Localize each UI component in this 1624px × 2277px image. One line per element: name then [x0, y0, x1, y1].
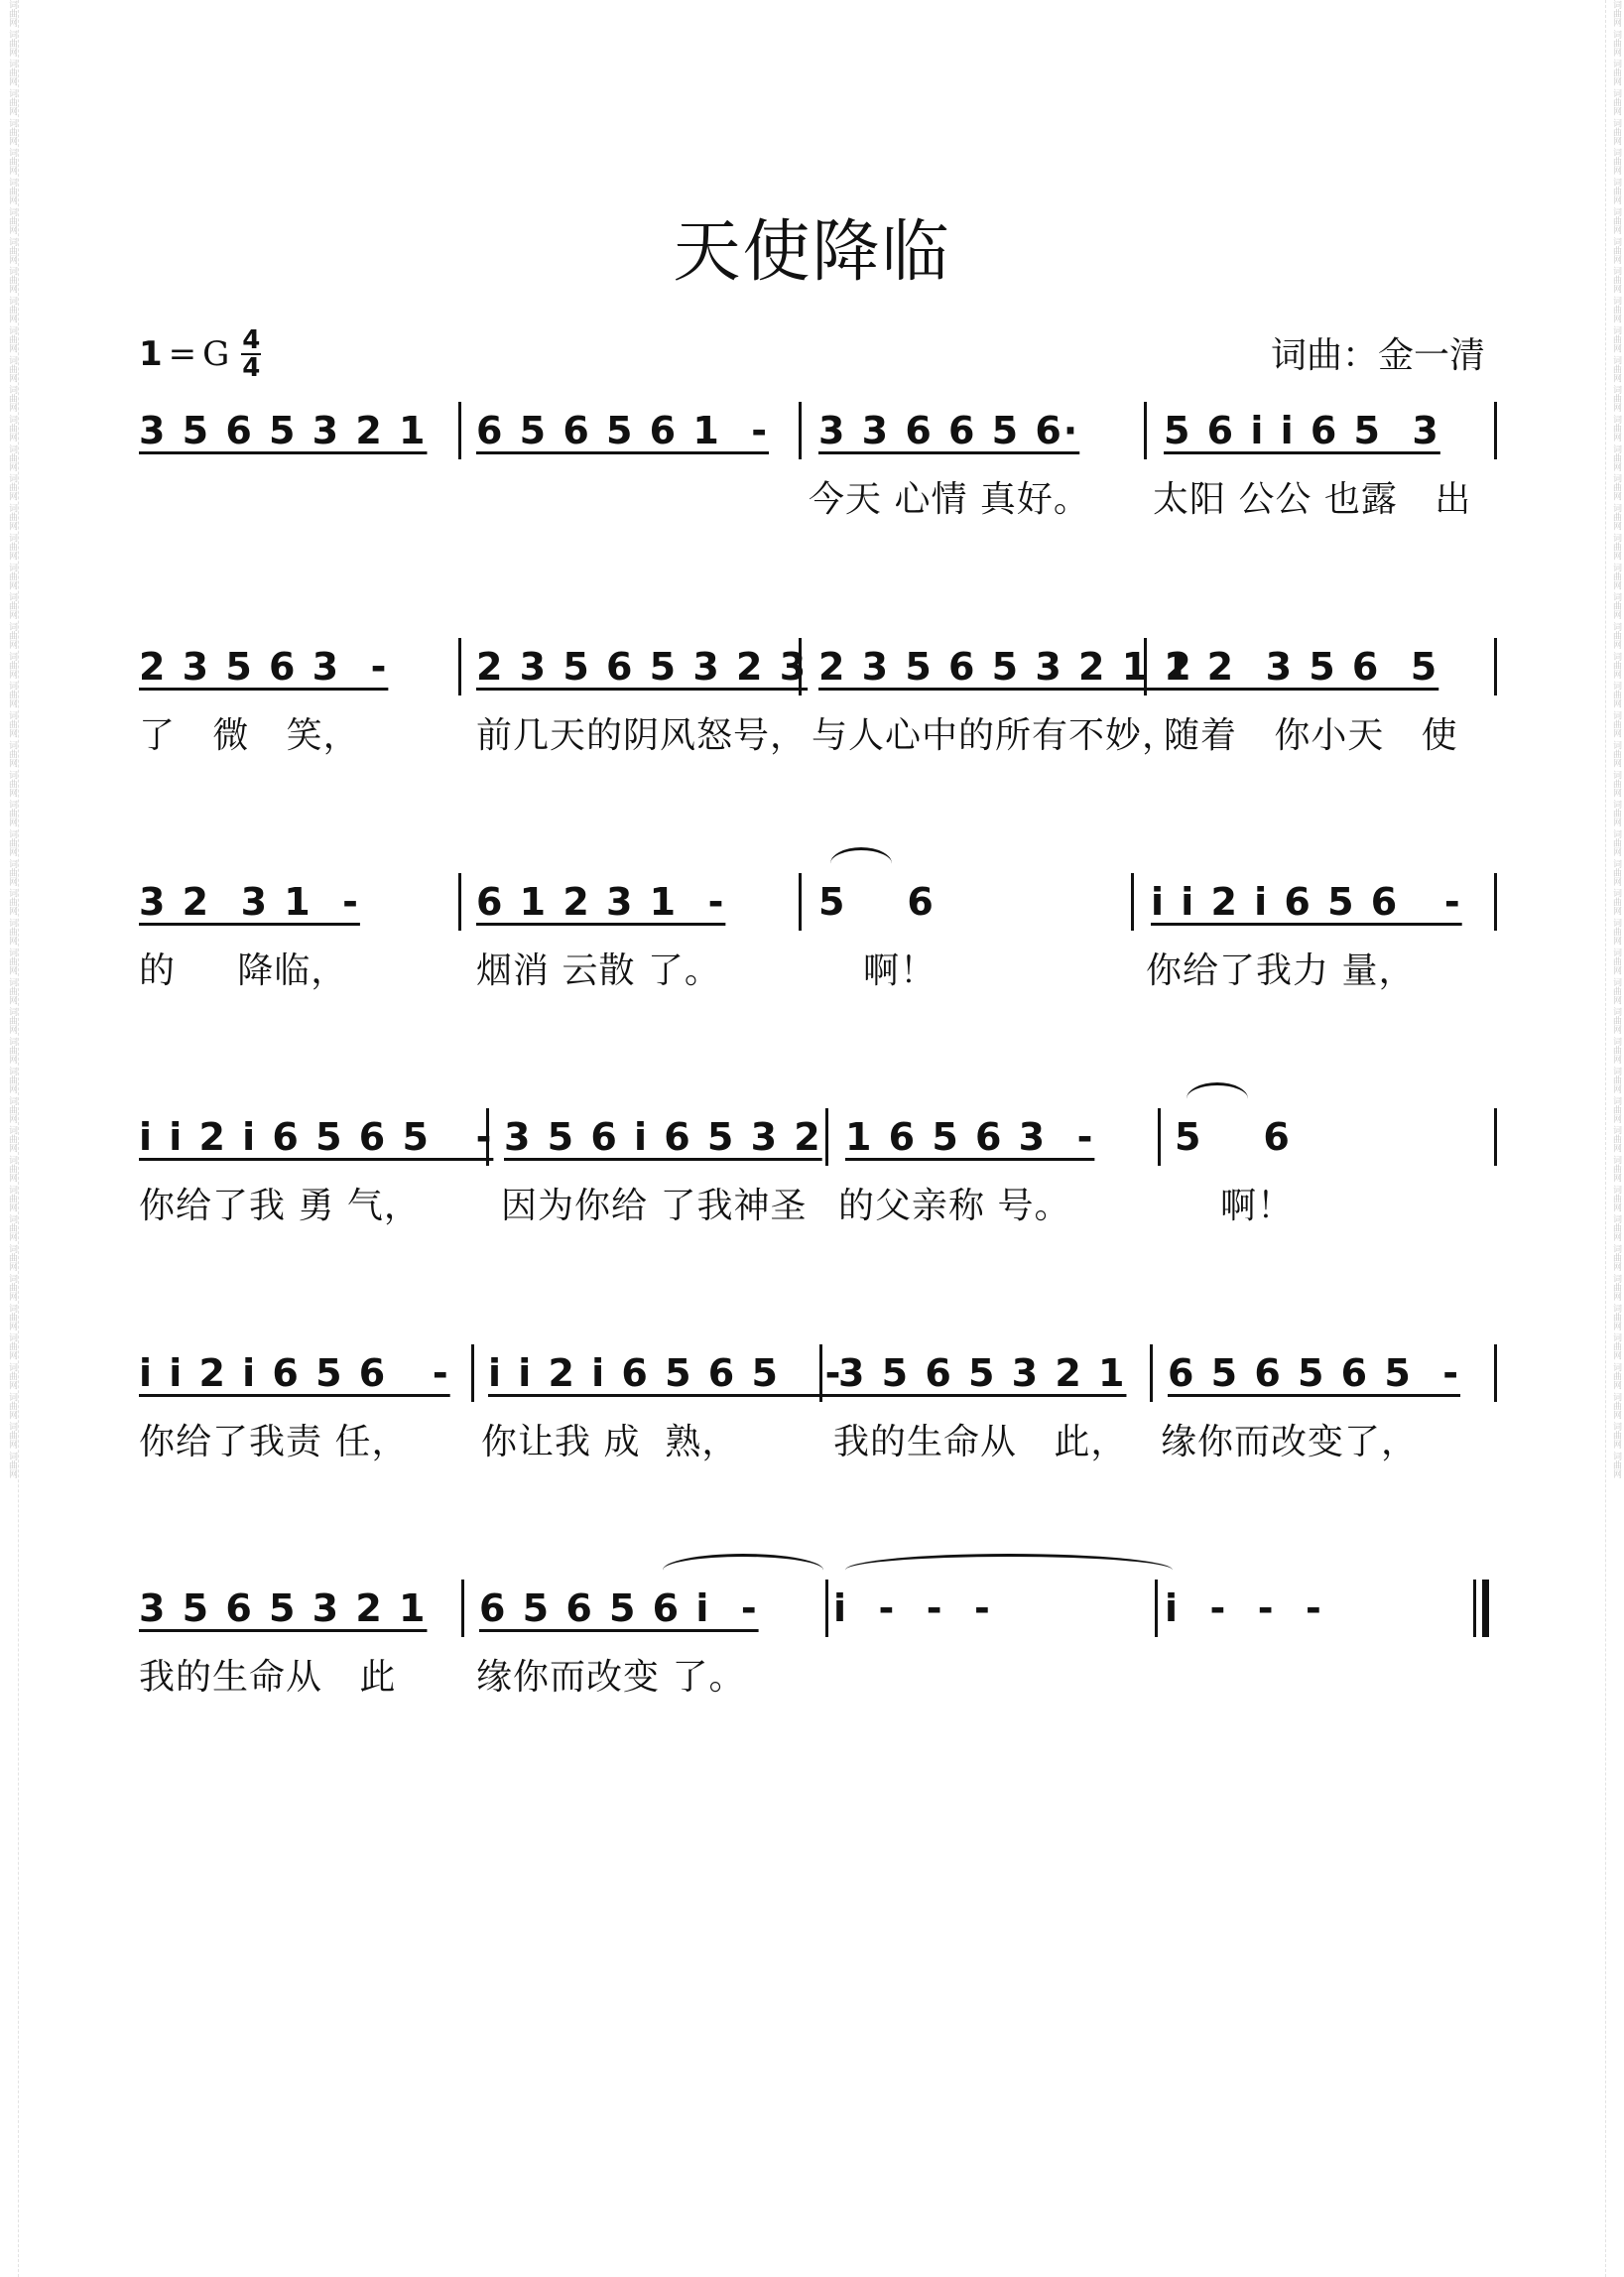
measure: [1164, 638, 1438, 709]
lyric: 你给了我责 任，: [139, 1422, 409, 1462]
lyric: 随着 你小天 使: [1164, 715, 1458, 756]
lyric: 的父亲称 号。: [838, 1186, 1071, 1226]
notes: i i 2 i 6 5 6 5 -: [488, 1351, 843, 1395]
lyric: 你让我 成 熟，: [481, 1422, 739, 1462]
time-bottom: 4: [242, 353, 261, 383]
measure: [1168, 1344, 1460, 1416]
lyric: 缘你而改变 了。: [476, 1657, 746, 1698]
system-6: [139, 1580, 1498, 1718]
measure: [139, 1344, 450, 1416]
measure: [845, 1108, 1094, 1180]
measure: [818, 638, 1193, 709]
measure: [1151, 873, 1462, 945]
lyrics-line: [139, 943, 1498, 998]
system-5: [139, 1344, 1498, 1483]
lyric: 我的生命从 此，: [833, 1422, 1128, 1462]
final-barline: [1473, 1580, 1476, 1637]
notes: 5 6 i i 6 5 3: [1164, 409, 1440, 452]
lyric: 今天 心情 真好。: [809, 479, 1090, 520]
notes: 6 5 6 5 6 5 -: [1168, 1351, 1461, 1395]
notes: i i 2 i 6 5 6 -: [139, 1351, 450, 1395]
notes: 2 3 5 6 5 3 2 3: [476, 645, 809, 689]
lyrics-line: [139, 707, 1498, 763]
measure: [838, 1344, 1126, 1416]
tie-slur: [663, 1554, 823, 1586]
key-eq: =: [168, 334, 197, 374]
measure: [504, 1108, 822, 1180]
credit-line: 词曲：金一清: [1270, 335, 1485, 376]
notes: 3 5 6 5 3 2 1: [838, 1351, 1127, 1395]
lyric: 我的生命从 此: [139, 1657, 397, 1698]
tie-slur: [845, 1554, 1173, 1586]
measure: [139, 638, 388, 709]
measure: [139, 1580, 427, 1651]
measure: [1165, 1580, 1323, 1651]
song-title: 天使降临: [673, 213, 951, 292]
system-3: [139, 873, 1498, 1012]
key-name: G: [202, 334, 230, 374]
measure: [139, 873, 360, 945]
notes: 3 3 6 6 5 6·: [818, 409, 1080, 452]
notes: 6 5 6 5 6 i -: [479, 1586, 759, 1630]
notes: i i 2 i 6 5 6 -: [1151, 880, 1462, 924]
measure: [139, 1108, 493, 1180]
notes: 2 3 5 6 5 3 2 1 2: [818, 645, 1193, 689]
notes: 6 1 2 3 1 -: [476, 880, 726, 924]
measure: [1175, 1108, 1292, 1180]
notes: 1 2 3 5 6 5: [1164, 645, 1439, 689]
system-2: [139, 638, 1498, 777]
measure: [476, 638, 808, 709]
system-1: [139, 402, 1498, 541]
lyrics-line: [139, 1649, 1498, 1705]
notes: i - - -: [1165, 1586, 1323, 1630]
notes: 1 6 5 6 3 -: [845, 1115, 1095, 1159]
notes: 3 5 6 5 3 2 1: [139, 1586, 428, 1630]
measure: [476, 873, 725, 945]
measure: [476, 402, 769, 473]
lyric: 啊！: [863, 950, 937, 991]
measure: [488, 1344, 842, 1416]
slur: [1187, 1082, 1248, 1115]
notes: i - - -: [833, 1586, 992, 1630]
lyrics-line: [139, 471, 1498, 527]
lyric: 你给了我 勇 气，: [139, 1186, 421, 1226]
lyric: 烟消 云散 了。: [476, 950, 721, 991]
lyric: 前几天的阴风怒号，: [476, 715, 808, 756]
notes: 3 2 3 1 -: [139, 880, 360, 924]
left-watermark: 词曲网 词曲网 词曲网 词曲网 词曲网 词曲网 词曲网 词曲网 词曲网 词曲网 词曲网 词曲网 词曲网 词曲网 词曲网 词曲网 词曲网 词曲网 词曲网 词曲网 词曲网 词曲网 词曲网 词曲网 词曲网 词曲网 词曲网 词曲网 词曲网 词曲网 词曲网 词曲网 词曲网 词曲网 词曲网 词曲网 词曲网 词曲网 词曲网 词曲网 词曲网 词曲网 词曲网 词曲网 词曲网 词曲网 词曲网 词曲网 词曲网 词曲网: [2, 0, 19, 2277]
measure: [818, 402, 1079, 473]
measure: [479, 1580, 759, 1651]
lyric: 与人心中的所有不妙，: [812, 715, 1180, 756]
time-signature: [241, 327, 261, 381]
notes: 6 5 6 5 6 1 -: [476, 409, 770, 452]
measure: [833, 1580, 992, 1651]
key-signature: [139, 327, 261, 381]
lyric: 的 降临，: [139, 950, 348, 991]
measure: [818, 873, 936, 945]
lyric: 缘你而改变了，: [1161, 1422, 1419, 1462]
notes: 5 6: [818, 880, 936, 924]
time-top: 4: [242, 325, 261, 355]
right-watermark: 词曲网 词曲网 词曲网 词曲网 词曲网 词曲网 词曲网 词曲网 词曲网 词曲网 词曲网 词曲网 词曲网 词曲网 词曲网 词曲网 词曲网 词曲网 词曲网 词曲网 词曲网 词曲网 词曲网 词曲网 词曲网 词曲网 词曲网 词曲网 词曲网 词曲网 词曲网 词曲网 词曲网 词曲网 词曲网 词曲网 词曲网 词曲网 词曲网 词曲网 词曲网 词曲网 词曲网 词曲网 词曲网 词曲网 词曲网 词曲网 词曲网 词曲网: [1605, 0, 1622, 2277]
notes: 3 5 6 5 3 2 1: [139, 409, 428, 452]
slur: [830, 847, 892, 880]
key-prefix: 1: [139, 334, 163, 374]
notes: i i 2 i 6 5 6 5 -: [139, 1115, 494, 1159]
lyric: 啊！: [1220, 1186, 1295, 1226]
notes: 3 5 6 i 6 5 3 2: [504, 1115, 822, 1159]
lyric: 因为你给 了我神圣: [501, 1186, 808, 1226]
lyric: 太阳 公公 也露 出: [1153, 479, 1472, 520]
lyric: 你给了我力 量，: [1146, 950, 1416, 991]
lyrics-line: [139, 1178, 1498, 1233]
notes: 2 3 5 6 3 -: [139, 645, 389, 689]
measure: [139, 402, 427, 473]
system-4: [139, 1108, 1498, 1247]
measure: [1164, 402, 1440, 473]
notes: 5 6: [1175, 1115, 1292, 1159]
lyrics-line: [139, 1414, 1498, 1469]
lyric: 了 微 笑，: [139, 715, 360, 756]
